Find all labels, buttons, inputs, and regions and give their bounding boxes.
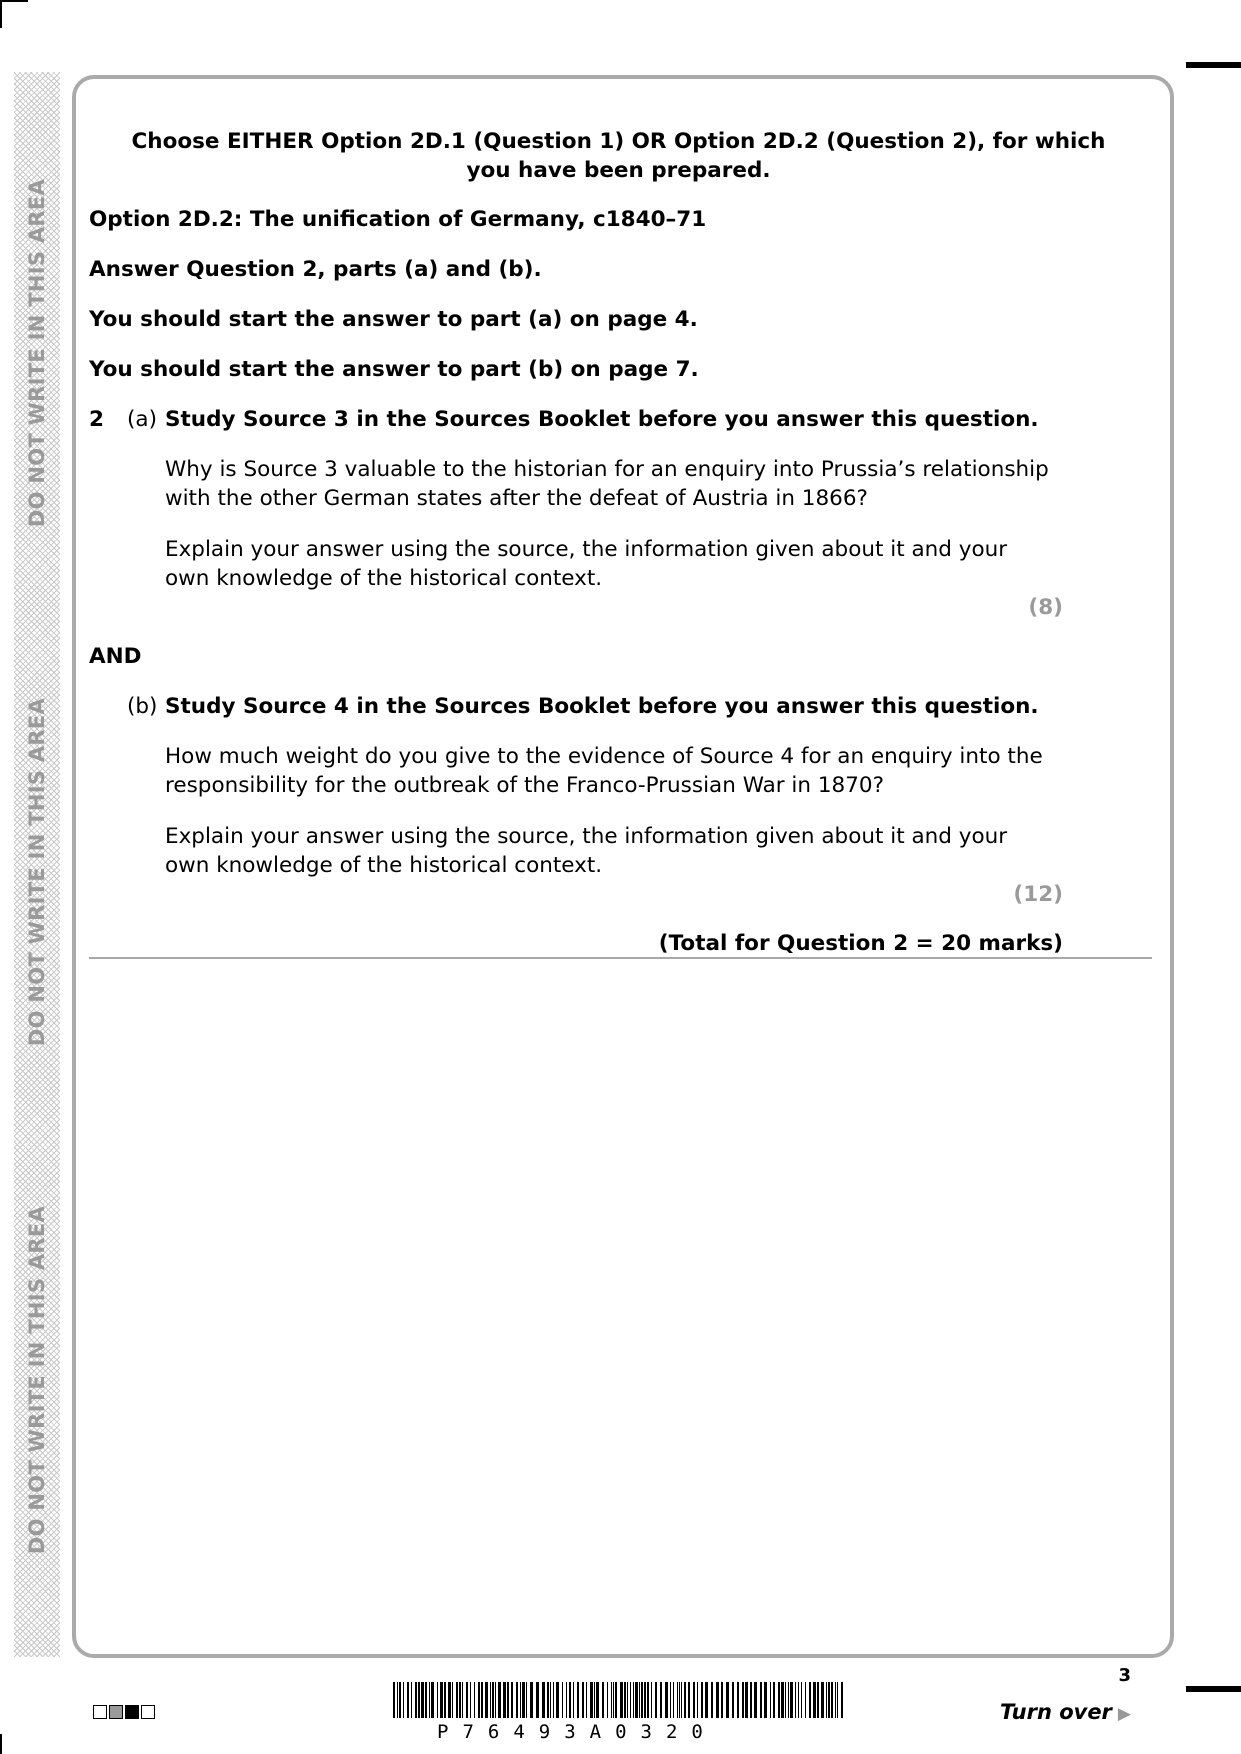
barcode-bar (431, 1682, 434, 1718)
part-a-lead: Study Source 3 in the Sources Booklet before you answer this question. (165, 407, 1039, 432)
barcode-bar (530, 1682, 533, 1718)
barcode-bar (393, 1682, 395, 1718)
barcode-bar (660, 1682, 662, 1718)
barcode-bar (828, 1682, 830, 1718)
total-divider (89, 957, 1152, 959)
turn-over-link[interactable] (1000, 1700, 1131, 1724)
barcode-bar (754, 1682, 757, 1718)
barcode-bar (403, 1682, 404, 1718)
barcode-bar (693, 1682, 695, 1718)
barcode-bar (801, 1682, 802, 1718)
barcode-bar (831, 1682, 833, 1718)
barcode-bar (627, 1682, 628, 1718)
barcode-bar (582, 1682, 584, 1718)
barcode-bar (673, 1682, 674, 1718)
indicator-box-empty (93, 1705, 107, 1719)
part-a-label: (a) (127, 407, 157, 432)
barcode-bar (586, 1682, 587, 1718)
barcode-bar (556, 1682, 559, 1718)
barcode-bar (478, 1682, 480, 1718)
barcode-bar (577, 1682, 579, 1718)
barcode-bar (607, 1682, 608, 1718)
barcode-bar (670, 1682, 671, 1718)
barcode-bar (522, 1682, 525, 1718)
barcode-bar (644, 1682, 646, 1718)
barcode-bar (429, 1682, 430, 1718)
barcode-bar (573, 1682, 574, 1718)
barcode-bar (526, 1682, 527, 1718)
barcode-bar (697, 1682, 698, 1718)
barcode (393, 1682, 846, 1718)
barcode-bar (788, 1682, 789, 1718)
barcode-bar (677, 1682, 678, 1718)
header-line-2: you have been prepared. (466, 158, 771, 183)
barcode-bar (397, 1682, 398, 1718)
barcode-bar (399, 1682, 401, 1718)
barcode-bar (635, 1682, 638, 1718)
barcode-bar (817, 1682, 819, 1718)
instruction-part-a: You should start the answer to part (a) on page 4. (89, 307, 698, 332)
barcode-bar (503, 1682, 506, 1718)
barcode-bar (732, 1682, 734, 1718)
barcode-bar (474, 1682, 475, 1718)
barcode-bar (781, 1682, 784, 1718)
barcode-bar (835, 1682, 836, 1718)
barcode-bar (492, 1682, 494, 1718)
barcode-bar (566, 1682, 567, 1718)
part-b-explain-line-1: Explain your answer using the source, the information given about it and your (165, 824, 1008, 849)
indicator-box-grey (109, 1705, 123, 1719)
barcode-bar (590, 1682, 593, 1718)
barcode-bar (737, 1682, 739, 1718)
barcode-bar (750, 1682, 752, 1718)
barcode-bar (481, 1682, 483, 1718)
part-a-prompt-line-2: with the other German states after the defeat of Austria in 1866? (165, 486, 868, 511)
barcode-bar (485, 1682, 488, 1718)
instruction-answer: Answer Question 2, parts (a) and (b). (89, 257, 542, 282)
barcode-bar (742, 1682, 744, 1718)
barcode-bar (681, 1682, 682, 1718)
part-b-label: (b) (127, 694, 158, 719)
connector-and: AND (89, 644, 142, 669)
barcode-bar (639, 1682, 640, 1718)
barcode-bar (470, 1682, 471, 1718)
barcode-bar (620, 1682, 623, 1718)
barcode-bar (407, 1682, 409, 1718)
barcode-bar (613, 1682, 614, 1718)
part-a-explain-line-2: own knowledge of the historical context. (165, 566, 603, 591)
barcode-bar (688, 1682, 690, 1718)
barcode-bar (785, 1682, 786, 1718)
barcode-bar (547, 1682, 549, 1718)
turn-over-label: Turn over (1000, 1700, 1112, 1724)
barcode-bar (813, 1682, 816, 1718)
barcode-bar (826, 1682, 827, 1718)
barcode-bar (596, 1682, 599, 1718)
barcode-bar (684, 1682, 686, 1718)
margin-warning-top: DO NOT WRITE IN THIS AREA (25, 178, 49, 528)
barcode-bar (624, 1682, 626, 1718)
barcode-bar (805, 1682, 806, 1718)
right-triangle-arrow-icon: ▶ (1117, 1704, 1131, 1724)
barcode-bar (790, 1682, 793, 1718)
barcode-bar (418, 1682, 420, 1718)
barcode-bar (490, 1682, 491, 1718)
barcode-bar (711, 1682, 713, 1718)
barcode-bar (721, 1682, 723, 1718)
barcode-bar (760, 1682, 762, 1718)
barcode-bar (641, 1682, 643, 1718)
page-indicator-boxes (93, 1705, 155, 1719)
part-b-explain-line-2: own knowledge of the historical context. (165, 853, 603, 878)
barcode-bar (841, 1682, 843, 1718)
question-number: 2 (89, 407, 104, 432)
barcode-bar (778, 1682, 780, 1718)
indicator-box-filled (125, 1705, 139, 1719)
barcode-bar (716, 1682, 719, 1718)
total-marks: (Total for Question 2 = 20 marks) (658, 931, 1063, 956)
instruction-part-b: You should start the answer to part (b) on page 7. (89, 357, 699, 382)
part-a-marks: (8) (1028, 595, 1063, 620)
part-b-marks: (12) (1013, 882, 1063, 907)
barcode-bar (550, 1682, 551, 1718)
barcode-bar (602, 1682, 604, 1718)
crop-mark-bottom-left-v (0, 1734, 2, 1754)
crop-mark-bottom-right (1186, 1686, 1241, 1692)
barcode-bar (773, 1682, 775, 1718)
barcode-bar (425, 1682, 427, 1718)
barcode-bar (562, 1682, 563, 1718)
barcode-bar (411, 1682, 412, 1718)
barcode-bar (821, 1682, 824, 1718)
barcode-bar (651, 1682, 652, 1718)
barcode-bar (421, 1682, 424, 1718)
barcode-bar (553, 1682, 554, 1718)
barcode-bar (440, 1682, 443, 1718)
barcode-bar (764, 1682, 767, 1718)
indicator-box-empty (141, 1705, 155, 1719)
barcode-bar (611, 1682, 612, 1718)
barcode-bar (594, 1682, 595, 1718)
barcode-bar (647, 1682, 649, 1718)
barcode-text: P76493A0320 (437, 1721, 717, 1743)
barcode-bar (498, 1682, 501, 1718)
barcode-bar (837, 1682, 838, 1718)
crop-mark-top-left-h (0, 0, 28, 2)
part-b-prompt-line-2: responsibility for the outbreak of the Franco-Prussian War in 1870? (165, 773, 884, 798)
barcode-bar (466, 1682, 468, 1718)
barcode-bar (511, 1682, 513, 1718)
barcode-bar (705, 1682, 708, 1718)
margin-warning-bottom: DO NOT WRITE IN THIS AREA (25, 1205, 49, 1555)
barcode-bar (726, 1682, 729, 1718)
barcode-bar (630, 1682, 631, 1718)
margin-warning-middle: DO NOT WRITE IN THIS AREA (25, 697, 49, 1047)
barcode-bar (798, 1682, 799, 1718)
barcode-bar (459, 1682, 461, 1718)
page-number: 3 (1118, 1665, 1131, 1686)
barcode-bar (655, 1682, 657, 1718)
barcode-bar (542, 1682, 545, 1718)
barcode-bar (495, 1682, 496, 1718)
barcode-bar (444, 1682, 446, 1718)
barcode-bar (770, 1682, 771, 1718)
barcode-bar (415, 1682, 417, 1718)
barcode-bar (448, 1682, 451, 1718)
crop-mark-top-left-v (0, 0, 2, 28)
barcode-bar (452, 1682, 453, 1718)
barcode-bar (569, 1682, 571, 1718)
part-b-lead: Study Source 4 in the Sources Booklet before you answer this question. (165, 694, 1039, 719)
part-a-explain-line-1: Explain your answer using the source, the information given about it and your (165, 537, 1008, 562)
barcode-bar (516, 1682, 518, 1718)
option-title: Option 2D.2: The unification of Germany, c1840–71 (89, 207, 707, 232)
part-b-prompt-line-1: How much weight do you give to the evidence of Source 4 for an enquiry into the (165, 744, 1043, 769)
barcode-bar (745, 1682, 748, 1718)
barcode-bar (507, 1682, 509, 1718)
barcode-bar (679, 1682, 680, 1718)
crop-mark-top-right (1186, 62, 1241, 68)
header-line-1: Choose EITHER Option 2D.1 (Question 1) OR Option 2D.2 (Question 2), for which (131, 129, 1106, 154)
barcode-bar (437, 1682, 438, 1718)
part-a-prompt-line-1: Why is Source 3 valuable to the historian for an enquiry into Prussia’s relationship (165, 457, 1049, 482)
barcode-bar (665, 1682, 668, 1718)
barcode-bar (536, 1682, 539, 1718)
barcode-bar (809, 1682, 811, 1718)
barcode-bar (615, 1682, 617, 1718)
barcode-bar (633, 1682, 634, 1718)
barcode-bar (456, 1682, 458, 1718)
barcode-bar (520, 1682, 521, 1718)
barcode-bar (701, 1682, 703, 1718)
barcode-bar (462, 1682, 463, 1718)
barcode-bar (795, 1682, 796, 1718)
